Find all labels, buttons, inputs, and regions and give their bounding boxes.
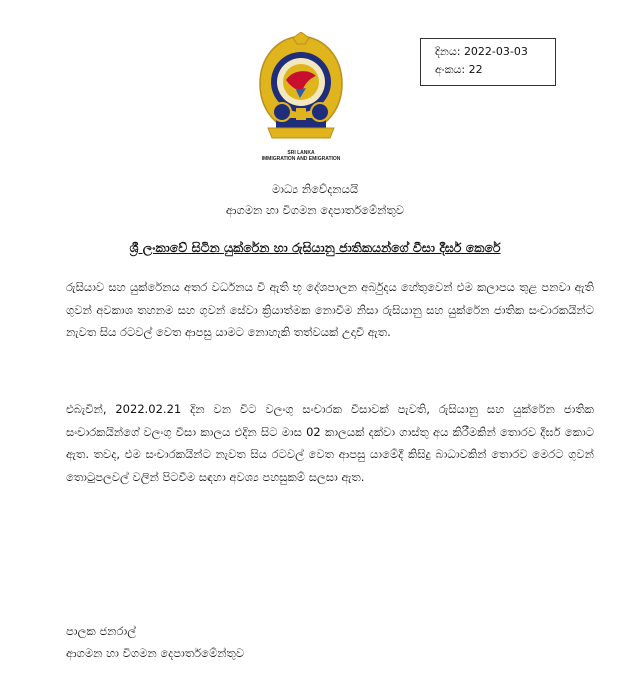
department-name: ආගමන හා විගමන දෙපාර්තමේන්තුව bbox=[225, 203, 405, 217]
signature-department: ආගමන හා විගමන දෙපාර්තමේන්තුව bbox=[66, 646, 245, 660]
media-release-heading: මාධ්‍ය නිවේදනයයි bbox=[271, 182, 359, 196]
logo-caption bbox=[246, 150, 356, 162]
emblem-graphic bbox=[246, 32, 356, 150]
date-label: දිනය bbox=[435, 45, 457, 58]
reference-box bbox=[420, 38, 556, 86]
signature-title: පාලක ජනරාල් bbox=[66, 624, 136, 638]
date-value: 2022-03-03 bbox=[463, 45, 528, 58]
logo-caption-line2: IMMIGRATION AND EMIGRATION bbox=[261, 156, 341, 162]
number-label: අංකය bbox=[435, 63, 462, 76]
department-emblem-logo bbox=[246, 32, 356, 182]
paragraph-2: එබැවින්, 2022.02.21 දින වන විට වලංගු සංචාරක වීසාවක් පැවති, රුසියානු සහ යුක්රේන ජාතික සංචාරකයින්ගේ වලංගු වීසා කාලය එදින සිට මාස 02 කාලයක් දක්වා ගාස්තු අය කිරීමකින් තොරව දීර්ඝ කොට ඇත. තවද, එම සංචාරකයින්ට නැවත සිය රටවල් වෙත ආපසු යාමේදී කිසිදු බාධාවකින් තොරව මෙරට ගුවන් තොටුපලවල් වලින් පිටවීම සඳහා අවශ්‍ය පහසුකම් සලසා ඇත. bbox=[66, 402, 594, 484]
date-row: දිනය: 2022-03-03 bbox=[435, 45, 528, 58]
document-title: ශ්‍රී ලංකාවේ සිටින යුක්රේන හා රුසියානු ජාතිකයන්ගේ වීසා දීර්ඝ කෙරේ bbox=[129, 240, 501, 255]
logo-caption-line1: SRI LANKA bbox=[287, 150, 315, 156]
number-value: 22 bbox=[468, 63, 483, 76]
number-row: අංකය: 22 bbox=[435, 63, 483, 76]
paragraph-1: රුසියාව සහ යුක්රේනය අතර වර්ධනය වී ඇති භූ දේශපාලන අර්බුදය හේතුවෙන් එම කලාපය තුළ පනවා ඇති ගුවන් අවකාශ තහනම සහ ගුවන් සේවා ක්‍රියාත්මක නොවීම නිසා රුසියානු සහ යුක්රේන ජාතික සංචාරකයින්ට නැවත සිය රටවල් වෙත ආපසු යාමට නොහැකි තත්වයක් උදාවී ඇත. bbox=[66, 280, 594, 339]
